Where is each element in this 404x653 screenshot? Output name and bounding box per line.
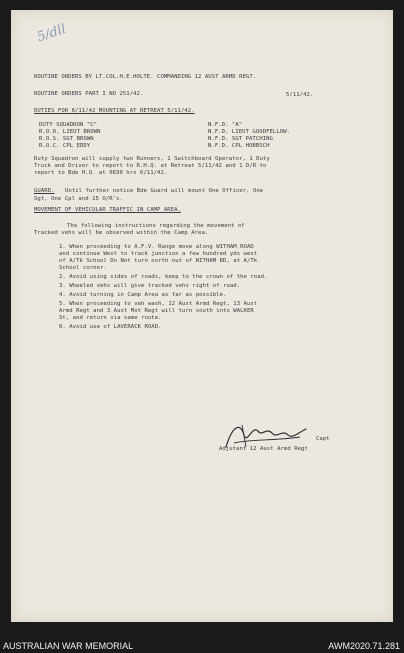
- instruction-line: 5. When proceeding to veh wash, 12 Aust Armd Regt, 13 Aust: [59, 301, 258, 307]
- guard-heading: GUARD.: [34, 188, 55, 194]
- duties-heading: DUTIES FOR 6/11/42 MOUNTING AT RETREAT 5/11/42.: [34, 108, 195, 114]
- instruction-line: and continue West to track junction a few hundred yds west: [59, 251, 258, 257]
- duty-row-right: N.F.D. "A": [208, 122, 243, 128]
- duty-row-left: R.O.S. SGT BROWN: [39, 136, 94, 142]
- instruction-line: St, and return via same route.: [59, 315, 162, 321]
- instruction-line: 4. Avoid turning in Camp Area as far as possible.: [59, 292, 227, 298]
- duty-row-left: DUTY SQUADRON "C": [39, 122, 98, 128]
- duty-row-right: N.F.D. SGT PATCHING: [208, 136, 273, 142]
- guard-text-line: Sgt, One Cpl and 15 O/R's.: [34, 196, 123, 202]
- duty-row-right: N.F.D. LIEUT GOODFELLOW.: [208, 129, 291, 135]
- movement-intro-line: The following instructions regarding the movement of: [67, 223, 245, 229]
- signature-rank: Capt: [316, 436, 330, 442]
- instruction-line: of A/Tk School Do Not turn north out of WITHAM RD, at A/Tk: [59, 258, 258, 264]
- duty-paragraph-line: Duty Squadron will supply two Runners, 1 Switchboard Operator, 1 Duty: [34, 156, 270, 162]
- duty-paragraph-line: report to Bde H.Q. at 0830 hrs 6/11/42.: [34, 170, 168, 176]
- instruction-line: 2. Avoid using sides of roads, keep to the crown of the road.: [59, 274, 268, 280]
- orders-number: ROUTINE ORDERS PART I NO 251/42.: [34, 91, 144, 97]
- instruction-line: School corner.: [59, 265, 107, 271]
- instruction-line: 3. Wheeled vehs will give tracked vehs right of road.: [59, 283, 241, 289]
- footer-institution: AUSTRALIAN WAR MEMORIAL: [3, 641, 134, 651]
- archive-footer: [0, 638, 404, 653]
- guard-text-line: Until further notice Bde Guard will mount One Officer, One: [65, 188, 264, 194]
- movement-heading: MOVEMENT OF VEHICULAR TRAFFIC IN CAMP AREA.: [34, 207, 181, 213]
- signature-title: Adjutant 12 Aust Armd Regt: [219, 446, 308, 452]
- header-line: ROUTINE ORDERS BY LT.COL.H.E.HOLTE. COMMANDING 12 AUST ARMD REGT.: [34, 74, 257, 80]
- instruction-line: 1. When proceeding to A.F.V. Range move along WITHAM ROAD: [59, 244, 254, 250]
- duty-paragraph-line: Truck and Driver to report to R.H.Q. at Retreat 5/11/42 and 1 D/R to: [34, 163, 267, 169]
- instruction-line: Armd Regt and 3 Aust Mot Regt will turn south into WALKER: [59, 308, 254, 314]
- instruction-line: 6. Avoid use of LAVERACK ROAD.: [59, 324, 162, 330]
- footer-accession-number: AWM2020.71.281: [328, 641, 400, 651]
- order-date: 5/11/42.: [286, 92, 314, 98]
- pencil-annotation: 5/dll: [35, 21, 68, 46]
- movement-intro-line: Tracked vehs will be observed within the Camp Area.: [34, 230, 209, 236]
- duty-row-left: R.O.C. CPL EDDY: [39, 143, 91, 149]
- duty-row-right: N.F.D. CPL HOBBSCH: [208, 143, 270, 149]
- duty-row-left: R.O.O. LIEUT BROWN: [39, 129, 101, 135]
- document-page: [11, 10, 393, 622]
